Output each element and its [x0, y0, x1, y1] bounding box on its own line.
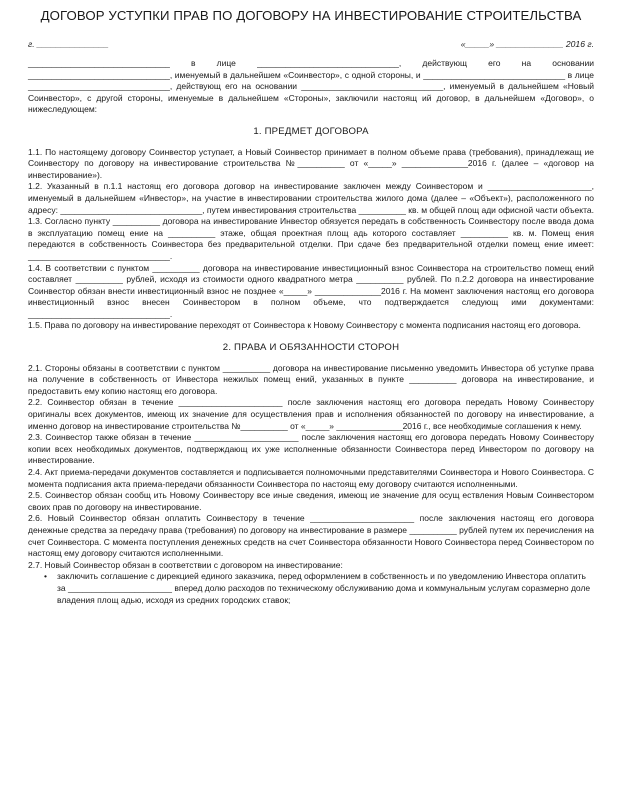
place-field: г. _______________ [28, 39, 109, 49]
clause-1-2: 1.2. Указанный в п.1.1 настоящ его договора договор на инвестирование заключен между Соинвестором и ______________________, именуемый в дальнейшем «Инвестор», на участие в инвестировании строительства жилого дома (далее – «Объект»), расположенного по адресу: ______________________________, путем инвестирования строительства __________ кв. м общей площ ади офисной части объекта. [28, 181, 594, 215]
section-heading-rights: 2. ПРАВА И ОБЯЗАННОСТИ СТОРОН [222, 342, 400, 354]
clause-1-3: 1.3. Согласно пункту __________ договора на инвестирование Инвестор обязуется передать в собственность Соинвестору после ввода дома в эксплуатацию помещ ение на __________ этаже, общая проектная площ адь которого составляет __________ кв. м. Помещ ения передаются в собственность Соинвестора без предварительной отделки. При сдаче без предварительной отделки помещ ение имеет: ______________________________. [28, 216, 594, 261]
clause-1-5: 1.5. Права по договору на инвестирование переходят от Соинвестора к Новому Соинвестору с момента подписания настоящ его договора. [28, 320, 581, 331]
clause-2-3: 2.3. Соинвестор также обязан в течение ______________________ после заключения настоящ его договора передать Новому Соинвестору копии всех необходимых документов, подтверждающ их уже исполненные обязанности Соинвестора перед Инвестором по договору на инвестирование. [28, 432, 594, 466]
place-date-row [28, 39, 594, 49]
section-heading-subject: 1. ПРЕДМЕТ ДОГОВОРА [253, 125, 369, 137]
clause-2-6: 2.6. Новый Соинвестор обязан оплатить Соинвестору в течение ______________________ после заключения настоящ его договора денежные средства за передачу права (требования) по договору на инвестирование в размере __________ рублей путем их перечисления на счет Соинвестора. С момента поступления денежных средств на счет Соинвестора обязанности Нового Соинвестора перед Соинвестором по настоящ ему договору считаются исполненными. [28, 513, 594, 559]
bullet-marker-icon: • [44, 571, 47, 582]
document-body [28, 58, 594, 606]
clause-2-7-bullet [28, 571, 594, 606]
date-field: «_____» ______________ 2016 г. [460, 39, 594, 49]
clause-2-2: 2.2. Соинвестор обязан в течение ______________________ после заключения настоящ его договора передать Новому Соинвестору оригиналы всех документов, имеющ их значение для осуществления прав и исполнения обязанностей по договору на инвестирование, а именно договор на инвестирование строительства №__________ от «_____» ______________2016 г., все необходимые соглашения к нему. [28, 397, 594, 431]
clause-2-4: 2.4. Акт приема-передачи документов составляется и подписывается полномочными представителями Соинвестора и Нового Соинвестора. С момента подписания акта приема-передачи обязанности Соинвестора по настоящ ему договору считаются исполненными. [28, 467, 594, 489]
clause-2-1: 2.1. Стороны обязаны в соответствии с пунктом __________ договора на инвестирование письменно уведомить Инвестора об уступке права на получение в собственность от Инвестора нежилых помещ ений, указанных в пункте __________ договора на инвестирование, и предоставить ему копию настоящ его договора. [28, 362, 594, 396]
bullet-text: заключить соглашение с дирекцией единого заказчика, перед оформлением в собственность и по уведомлению Инвестора оплатить за ______________________ вперед долю расходов по техническому обслуживанию дома и коммунальным услугам соразмерно доле владения площ адью, исходя из средних городских ставок; [57, 571, 591, 605]
document-title: ДОГОВОР УСТУПКИ ПРАВ ПО ДОГОВОРУ НА ИНВЕСТИРОВАНИЕ СТРОИТЕЛЬСТВА [40, 8, 582, 23]
clause-2-5: 2.5. Соинвестор обязан сообщ ить Новому Соинвестору все иные сведения, имеющ ие значение для осущ ествления Новым Соинвестором своих прав по договору на инвестирование. [28, 490, 594, 512]
clause-2-7: 2.7. Новый Соинвестор обязан в соответствии с договором на инвестирование: [28, 559, 343, 570]
intro-paragraph: ______________________________ в лице ______________________________, действующ его на основании ______________________________, именуемый в дальнейшем «Соинвестор», с одной стороны, и ______________________________ в лице ______________________________, действующ его на основании ______________________________, именуемый в дальнейшем «Новый Соинвестор», с другой стороны, именуемые в дальнейшем «Стороны», заключили настоящ ий договор, в дальнейшем «Договор», о нижеследующем: [28, 58, 594, 115]
clause-1-4: 1.4. В соответствии с пунктом __________ договора на инвестирование инвестиционный взнос Соинвестора на строительство помещ ений составляет __________ рублей, исходя из стоимости одного квадратного метра __________ рублей. По п.2.2 договора на инвестирование Соинвестор обязан внести инвестиционный взнос не позднее «_____» ______________2016 г. На момент заключения настоящ его договора инвестиционный взнос внесен Соинвестором в полном объеме, что подтверждается следующ ими документами: ______________________________. [28, 262, 594, 319]
clause-1-1: 1.1. По настоящему договору Соинвестор уступает, а Новый Соинвестор принимает в полном объеме права (требования), принадлежащ ие Соинвестору по договору на инвестирование строительства №__________ от «_____» ______________2016 г. (далее – «договор на инвестирование»). [28, 146, 594, 180]
